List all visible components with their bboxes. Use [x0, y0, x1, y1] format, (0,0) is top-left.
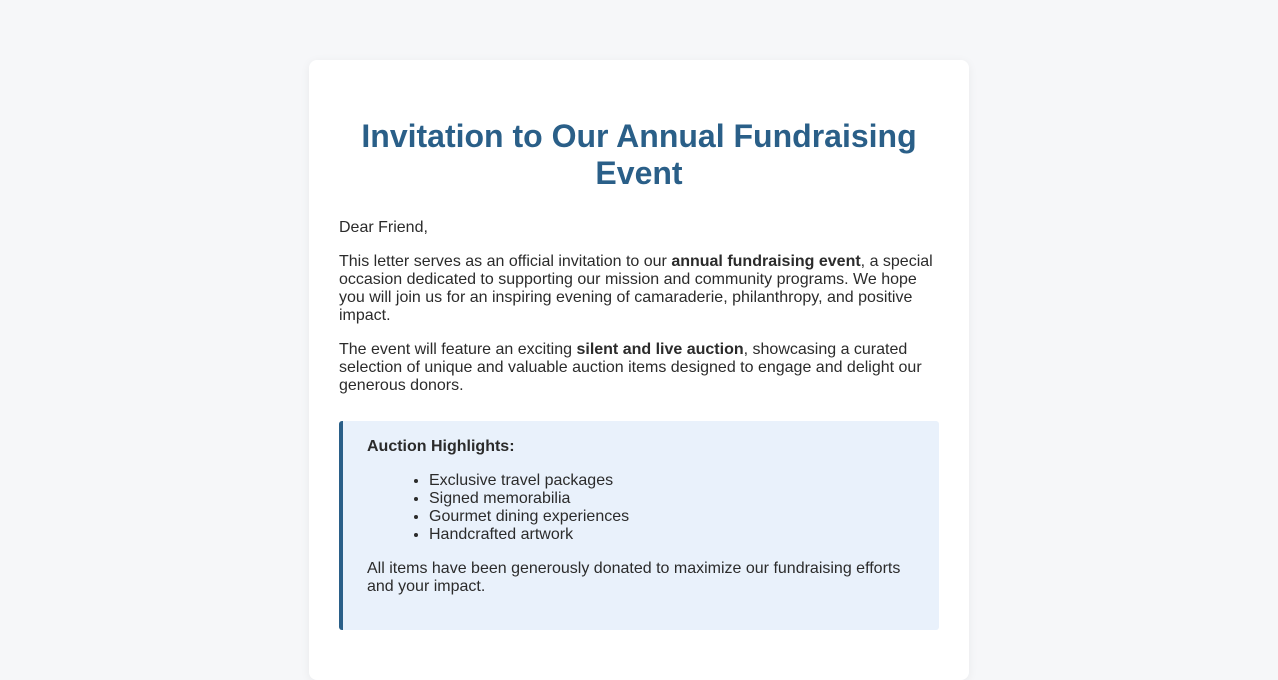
auction-highlights-box [339, 421, 939, 630]
highlights-closing: All items have been generously donated to maximize our fundraising efforts and your impact. [367, 560, 901, 595]
greeting: Dear Friend, [339, 219, 428, 236]
intro-text-after: , a special occasion dedicated to supporting our mission and community programs. We hope you will join us for an inspiring evening of camaraderie, philanthropy, and positive impact. [339, 253, 933, 324]
list-item: • Handcrafted artwork [429, 526, 915, 544]
list-item: • Gourmet dining experiences [429, 508, 915, 526]
letter-title: Invitation to Our Annual Fundraising Event [361, 118, 917, 191]
intro-text-before: This letter serves as an official invitation to our [339, 253, 672, 270]
auction-text-bold: silent and live auction [576, 341, 744, 358]
highlights-list [367, 472, 915, 544]
auction-paragraph [339, 341, 939, 395]
letter-card [309, 60, 969, 680]
list-item: • Exclusive travel packages [429, 472, 915, 490]
highlights-title: Auction Highlights: [367, 438, 515, 455]
intro-paragraph [339, 253, 939, 325]
auction-text-after: , showcasing a curated selection of unique and valuable auction items designed to engage and delight our generous donors. [339, 341, 922, 394]
auction-text-before: The event will feature an exciting [339, 341, 577, 358]
intro-text-bold: annual fundraising event [671, 253, 861, 270]
list-item: • Signed memorabilia [429, 490, 915, 508]
